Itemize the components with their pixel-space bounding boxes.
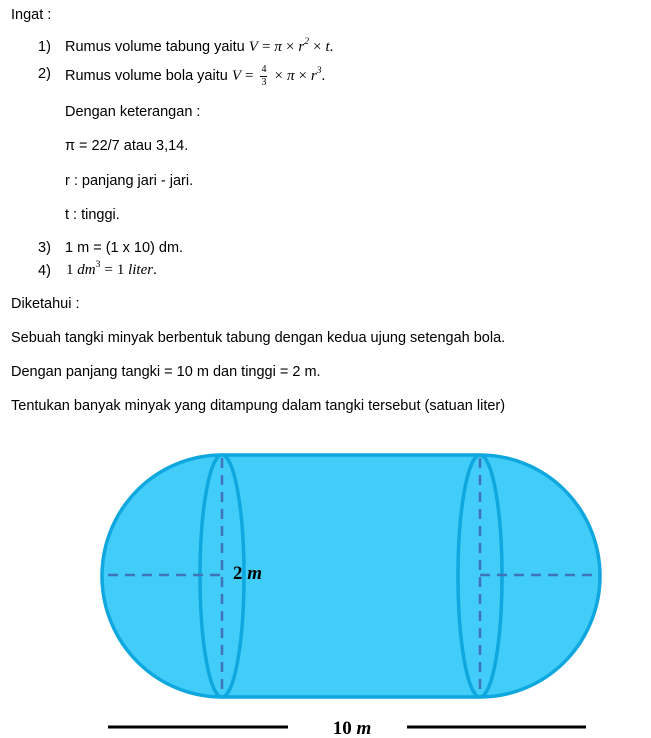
keterangan-title: Dengan keterangan : <box>65 104 201 120</box>
keterangan-t: t : tinggi. <box>65 207 120 223</box>
keterangan-pi: π = 22/7 atau 3,14. <box>65 138 189 154</box>
formula-tabung-text: Rumus volume tabung yaitu <box>65 39 249 55</box>
conversion-m-dm: 1 m = (1 x 10) dm. <box>65 240 184 256</box>
formula-tabung-math: $V = \pi \times r^2 \times t$. <box>248 37 334 55</box>
tank-figure <box>0 440 651 738</box>
list-number-1: 1) <box>38 39 51 55</box>
ingat-heading: Ingat : <box>11 7 52 23</box>
problem-line-2: Dengan panjang tangki = 10 m dan tinggi = 2 m. <box>11 364 321 380</box>
fraction-four-thirds: $\frac{4}{3}$ <box>261 64 267 88</box>
problem-line-1: Sebuah tangki minyak berbentuk tabung dengan kedua ujung setengah bola. <box>11 330 506 346</box>
keterangan-r: r : panjang jari - jari. <box>65 173 194 189</box>
problem-line-3: Tentukan banyak minyak yang ditampung dalam tangki tersebut (satuan liter) <box>11 398 506 414</box>
list-number-3: 3) <box>38 240 51 256</box>
formula-tabung <box>65 38 333 56</box>
list-number-2: 2) <box>38 66 51 82</box>
diketahui-heading: Diketahui : <box>11 296 80 312</box>
list-number-4: 4) <box>38 263 51 279</box>
formula-bola-text: Rumus volume bola yaitu <box>65 67 232 84</box>
length-label: 10 m <box>332 718 372 738</box>
formula-bola <box>65 65 325 88</box>
conversion-dm3-liter: 1 $dm^3 = 1$ liter. <box>66 260 157 278</box>
height-label: 2 m <box>233 563 263 584</box>
formula-bola-math: V = $\frac{4}{3}$ × $\pi \times r^3$. <box>231 64 326 88</box>
